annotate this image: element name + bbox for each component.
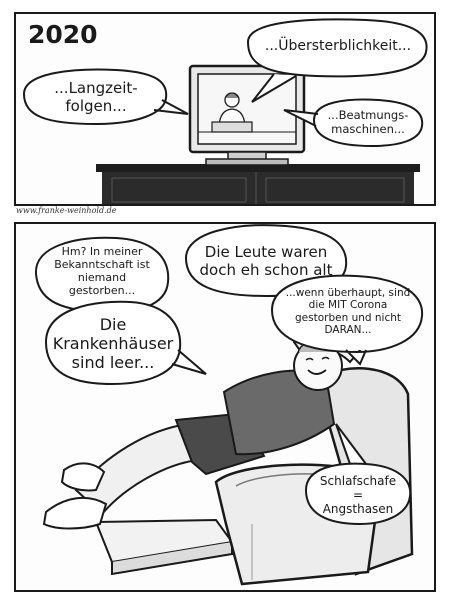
comic-panel-armchair: [14, 222, 436, 592]
bubble-text-long-term-effects: ...Langzeit- folgen...: [54, 79, 138, 115]
artist-credit: www.franke-weinhold.de: [16, 206, 117, 215]
sideboard-icon: [96, 164, 420, 205]
bubble-text-corona: ...wenn überhaupt, sind die MIT Corona gestorben und nicht DARAN...: [285, 287, 411, 337]
comic-panel-news: [14, 12, 436, 206]
year-heading: 2020: [28, 20, 98, 49]
bubble-text-old-people: Die Leute waren doch eh schon alt: [199, 243, 333, 279]
bubble-text-ventilators: ...Beatmungs- maschinen...: [327, 108, 409, 136]
bubble-text-excess-mortality: ...Übersterblichkeit...: [264, 38, 412, 54]
speech-bubble-top: [248, 19, 427, 102]
bubble-text-hospitals: Die Krankenhäuser sind leer...: [52, 315, 174, 372]
ottoman-icon: [96, 520, 232, 574]
bubble-text-sleep-sheep: Schlafschafe = Angsthasen: [319, 474, 397, 517]
bubble-text-acquaintance: Hm? In meiner Bekanntschaft ist niemand gestorben...: [54, 245, 150, 297]
